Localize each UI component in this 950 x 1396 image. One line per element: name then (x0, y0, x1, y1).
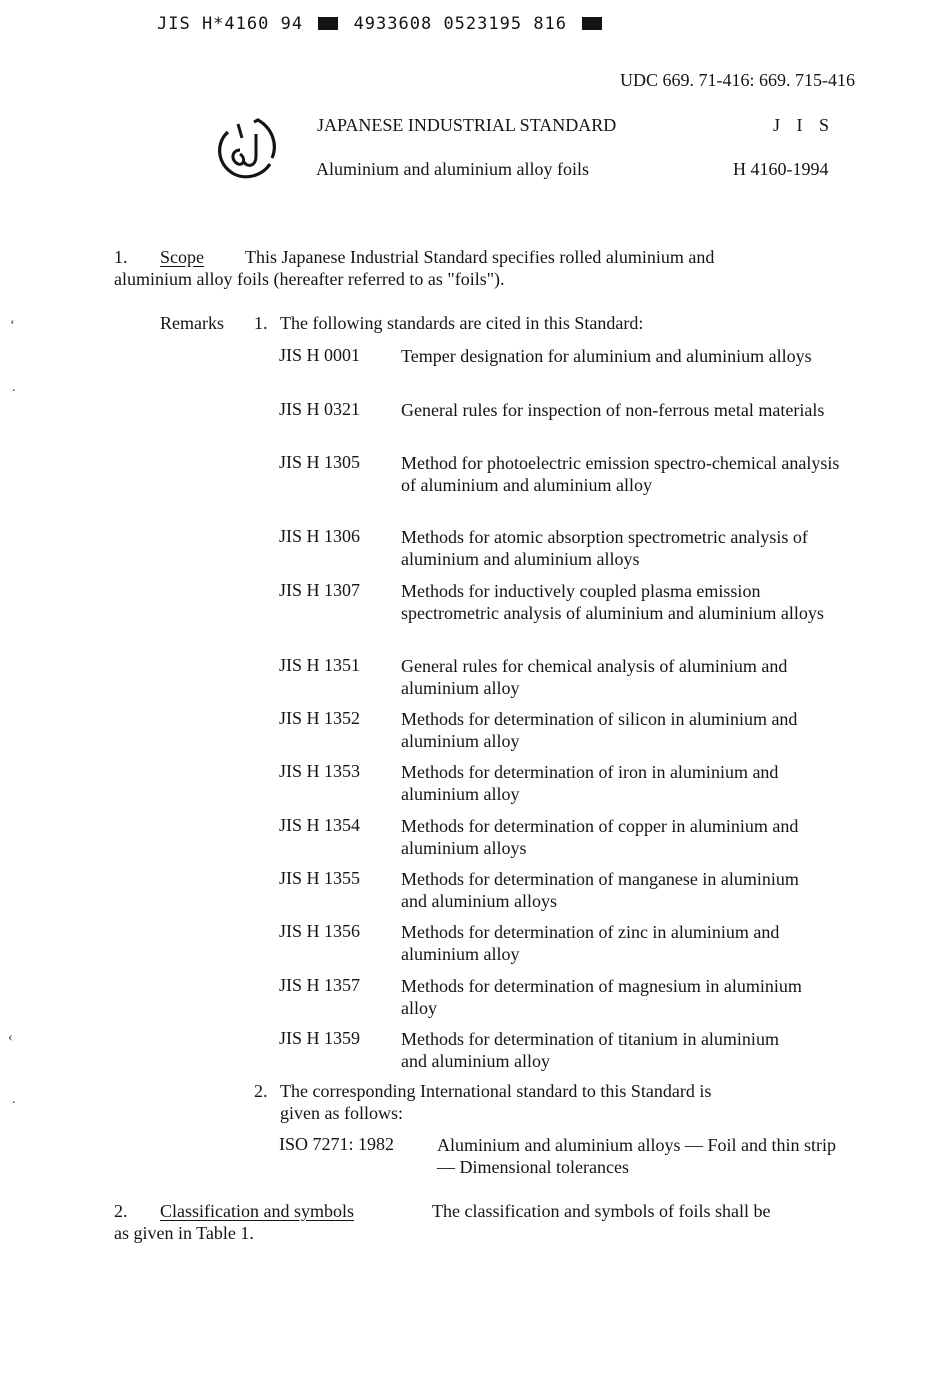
reference-code: JIS H 1353 (279, 761, 361, 781)
reference-title: Methods for determination of zinc in aluminium and aluminium alloy (401, 922, 780, 964)
margin-mark: ‹ (8, 1030, 13, 1045)
iso-title: Aluminium and aluminium alloys — Foil and thin strip — Dimensional tolerances (437, 1135, 836, 1177)
reference-code: JIS H 1355 (279, 868, 361, 888)
standard-subtitle: Aluminium and aluminium alloy foils (316, 159, 589, 179)
reference-title: Methods for inductively coupled plasma emission spectrometric analysis of aluminium and aluminium alloys (401, 581, 824, 623)
header-code-part2: 4933608 0523195 816 (353, 14, 568, 34)
reference-title: Methods for determination of manganese in aluminium and aluminium alloys (401, 869, 799, 911)
jis-label: J I S (773, 115, 836, 135)
section2-text-line2: as given in Table 1. (114, 1223, 254, 1243)
remarks-item2-number: 2. (254, 1081, 268, 1101)
section2-text-line1: The classification and symbols of foils shall be (432, 1201, 771, 1221)
reference-title: Methods for determination of iron in aluminium and aluminium alloy (401, 762, 779, 804)
section1-heading: Scope (160, 247, 204, 267)
reference-code: JIS H 1307 (279, 580, 361, 600)
black-block-mark (318, 17, 338, 30)
reference-title: Methods for determination of titanium in aluminium and aluminium alloy (401, 1029, 779, 1071)
reference-code: JIS H 1354 (279, 815, 361, 835)
reference-title: Method for photoelectric emission spectro-chemical analysis of aluminium and aluminium alloy (401, 453, 840, 495)
reference-code: JIS H 1306 (279, 526, 361, 546)
reference-code: JIS H 1305 (279, 452, 361, 472)
margin-mark: . (12, 1092, 16, 1107)
iso-code: ISO 7271: 1982 (279, 1134, 395, 1154)
section2-heading: Classification and symbols (160, 1201, 354, 1221)
reference-title: General rules for chemical analysis of aluminium and aluminium alloy (401, 656, 788, 698)
reference-code: JIS H 0001 (279, 345, 361, 365)
reference-code: JIS H 1359 (279, 1028, 361, 1048)
section1-number: 1. (114, 247, 128, 267)
remarks-item2-line1: The corresponding International standard to this Standard is (280, 1081, 712, 1101)
reference-title: Methods for atomic absorption spectrometric analysis of aluminium and aluminium alloys (401, 527, 808, 569)
section2-number: 2. (114, 1201, 128, 1221)
remarks-label: Remarks (160, 313, 224, 333)
remarks-item1-number: 1. (254, 313, 268, 333)
reference-code: JIS H 1357 (279, 975, 361, 995)
reference-code: JIS H 0321 (279, 399, 361, 419)
reference-code: JIS H 1356 (279, 921, 361, 941)
jis-logo-icon (214, 116, 280, 187)
document-header-code (157, 14, 606, 34)
remarks-item1-text: The following standards are cited in this Standard: (280, 313, 644, 333)
header-code-part1: JIS H*4160 94 (157, 14, 304, 34)
reference-title: Methods for determination of magnesium in aluminium alloy (401, 976, 802, 1018)
black-block-mark (582, 17, 602, 30)
section1-text-line2: aluminium alloy foils (hereafter referred to as "foils"). (114, 269, 505, 289)
standard-org-title: JAPANESE INDUSTRIAL STANDARD (317, 115, 617, 135)
standard-number: H 4160-1994 (733, 159, 829, 179)
section1-text-line1: This Japanese Industrial Standard specifies rolled aluminium and (245, 247, 715, 267)
reference-code: JIS H 1352 (279, 708, 361, 728)
reference-title: Temper designation for aluminium and aluminium alloys (401, 346, 812, 366)
reference-title: Methods for determination of copper in aluminium and aluminium alloys (401, 816, 799, 858)
reference-title: General rules for inspection of non-ferrous metal materials (401, 400, 825, 420)
reference-title: Methods for determination of silicon in aluminium and aluminium alloy (401, 709, 798, 751)
remarks-item2-line2: given as follows: (280, 1103, 403, 1123)
udc-number: UDC 669. 71-416: 669. 715-416 (620, 70, 855, 90)
margin-mark: ‘ (10, 318, 15, 333)
reference-code: JIS H 1351 (279, 655, 361, 675)
margin-mark: . (12, 380, 16, 395)
